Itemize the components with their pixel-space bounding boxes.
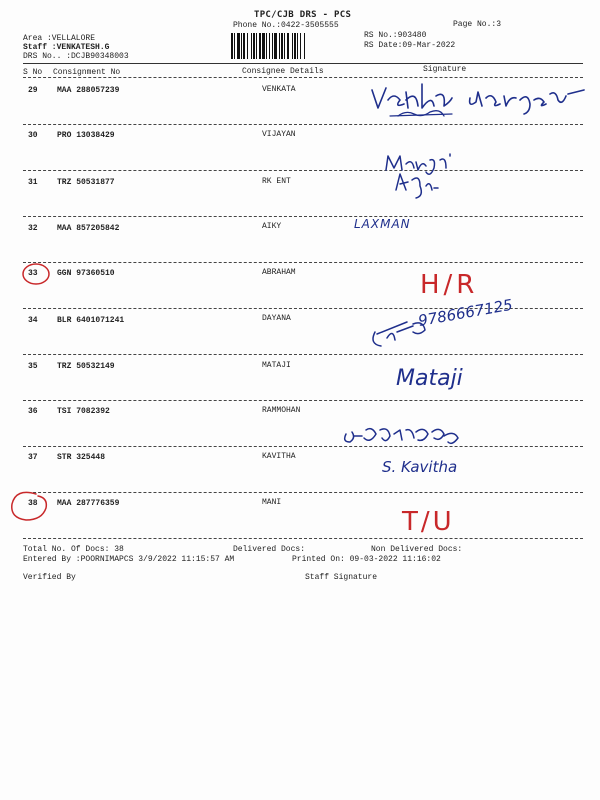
verified-by: Verified By bbox=[23, 573, 76, 582]
signature-mangai bbox=[380, 150, 460, 212]
row-consignee: DAYANA bbox=[262, 314, 291, 323]
phone-number: Phone No.:0422-3505555 bbox=[233, 21, 339, 30]
row-sno: 30 bbox=[28, 131, 38, 140]
handwritten-phone: 9786667125 bbox=[416, 295, 514, 330]
col-signature: Signature bbox=[423, 65, 467, 74]
signature-rammohan bbox=[340, 420, 470, 452]
row-consignee: RAMMOHAN bbox=[262, 406, 301, 415]
delivered-docs: Delivered Docs: bbox=[233, 545, 306, 554]
row-consignee: ABRAHAM bbox=[262, 268, 296, 277]
non-delivered-docs: Non Delivered Docs: bbox=[371, 545, 463, 554]
row-consignment: PRO 13038429 bbox=[57, 131, 115, 140]
total-docs: Total No. Of Docs: 38 bbox=[23, 545, 124, 554]
row-divider bbox=[23, 216, 583, 217]
rs-number: RS No.:903480 bbox=[364, 31, 427, 40]
col-consignment: Consignment No bbox=[53, 68, 121, 77]
row-divider bbox=[23, 538, 583, 539]
col-consignee: Consignee Details bbox=[242, 67, 324, 76]
row-consignment: TSI 7082392 bbox=[57, 407, 110, 416]
red-circle-33 bbox=[20, 262, 52, 286]
row-divider bbox=[23, 492, 583, 493]
rs-date: RS Date:09-Mar-2022 bbox=[364, 41, 456, 50]
row-consignee: VIJAYAN bbox=[262, 130, 296, 139]
row-divider bbox=[23, 400, 583, 401]
row-sno: 32 bbox=[28, 224, 38, 233]
row-sno: 29 bbox=[28, 86, 38, 95]
row-divider bbox=[23, 170, 583, 171]
handwritten-tu: T/U bbox=[402, 507, 455, 537]
row-consignee: KAVITHA bbox=[262, 452, 296, 461]
row-sno: 36 bbox=[28, 407, 38, 416]
row-divider bbox=[23, 446, 583, 447]
page-number: Page No.:3 bbox=[453, 20, 502, 29]
drs-number: DRS No.. :DCJB90348003 bbox=[23, 52, 129, 61]
row-consignee: MATAJI bbox=[262, 361, 291, 370]
row-consignee: VENKATA bbox=[262, 85, 296, 94]
handwritten-hr: H/R bbox=[420, 270, 479, 300]
col-sno: S No bbox=[23, 68, 43, 77]
row-sno: 35 bbox=[28, 362, 38, 371]
row-consignment: MAA 287776359 bbox=[57, 499, 120, 508]
row-sno: 38 bbox=[28, 499, 38, 508]
red-circle-38 bbox=[6, 488, 50, 524]
area-label: Area :VELLALORE bbox=[23, 34, 96, 43]
entered-by: Entered By :POORNIMAPCS 3/9/2022 11:15:57 AM bbox=[23, 555, 235, 564]
row-consignment: STR 325448 bbox=[57, 453, 106, 462]
row-sno: 37 bbox=[28, 453, 38, 462]
row-divider bbox=[23, 262, 583, 263]
row-divider bbox=[23, 354, 583, 355]
row-consignment: TRZ 50531877 bbox=[57, 178, 115, 187]
barcode bbox=[230, 33, 358, 59]
handwritten-laxman: LAXMAN bbox=[354, 217, 411, 231]
row-consignment: MAA 857205842 bbox=[57, 224, 120, 233]
header-divider bbox=[23, 63, 583, 64]
handwritten-kavitha: S. Kavitha bbox=[382, 458, 458, 476]
handwritten-mataji: Mataji bbox=[396, 366, 463, 391]
staff-signature-label: Staff Signature bbox=[305, 573, 378, 582]
row-consignment: GGN 97360510 bbox=[57, 269, 115, 278]
row-consignee: RK ENT bbox=[262, 177, 291, 186]
printed-on: Printed On: 09-03-2022 11:16:02 bbox=[292, 555, 441, 564]
row-consignment: MAA 288057239 bbox=[57, 86, 120, 95]
row-consignee: AIKY bbox=[262, 222, 282, 231]
row-consignment: TRZ 50532149 bbox=[57, 362, 115, 371]
staff-label: Staff :VENKATESH.G bbox=[23, 43, 110, 52]
document-title: TPC/CJB DRS - PCS bbox=[254, 10, 352, 20]
row-consignee: MANI bbox=[262, 498, 282, 507]
row-sno: 33 bbox=[28, 269, 38, 278]
signature-venkata-narayanan bbox=[360, 78, 590, 128]
row-sno: 31 bbox=[28, 178, 38, 187]
row-sno: 34 bbox=[28, 316, 38, 325]
row-consignment: BLR 6401071241 bbox=[57, 316, 125, 325]
